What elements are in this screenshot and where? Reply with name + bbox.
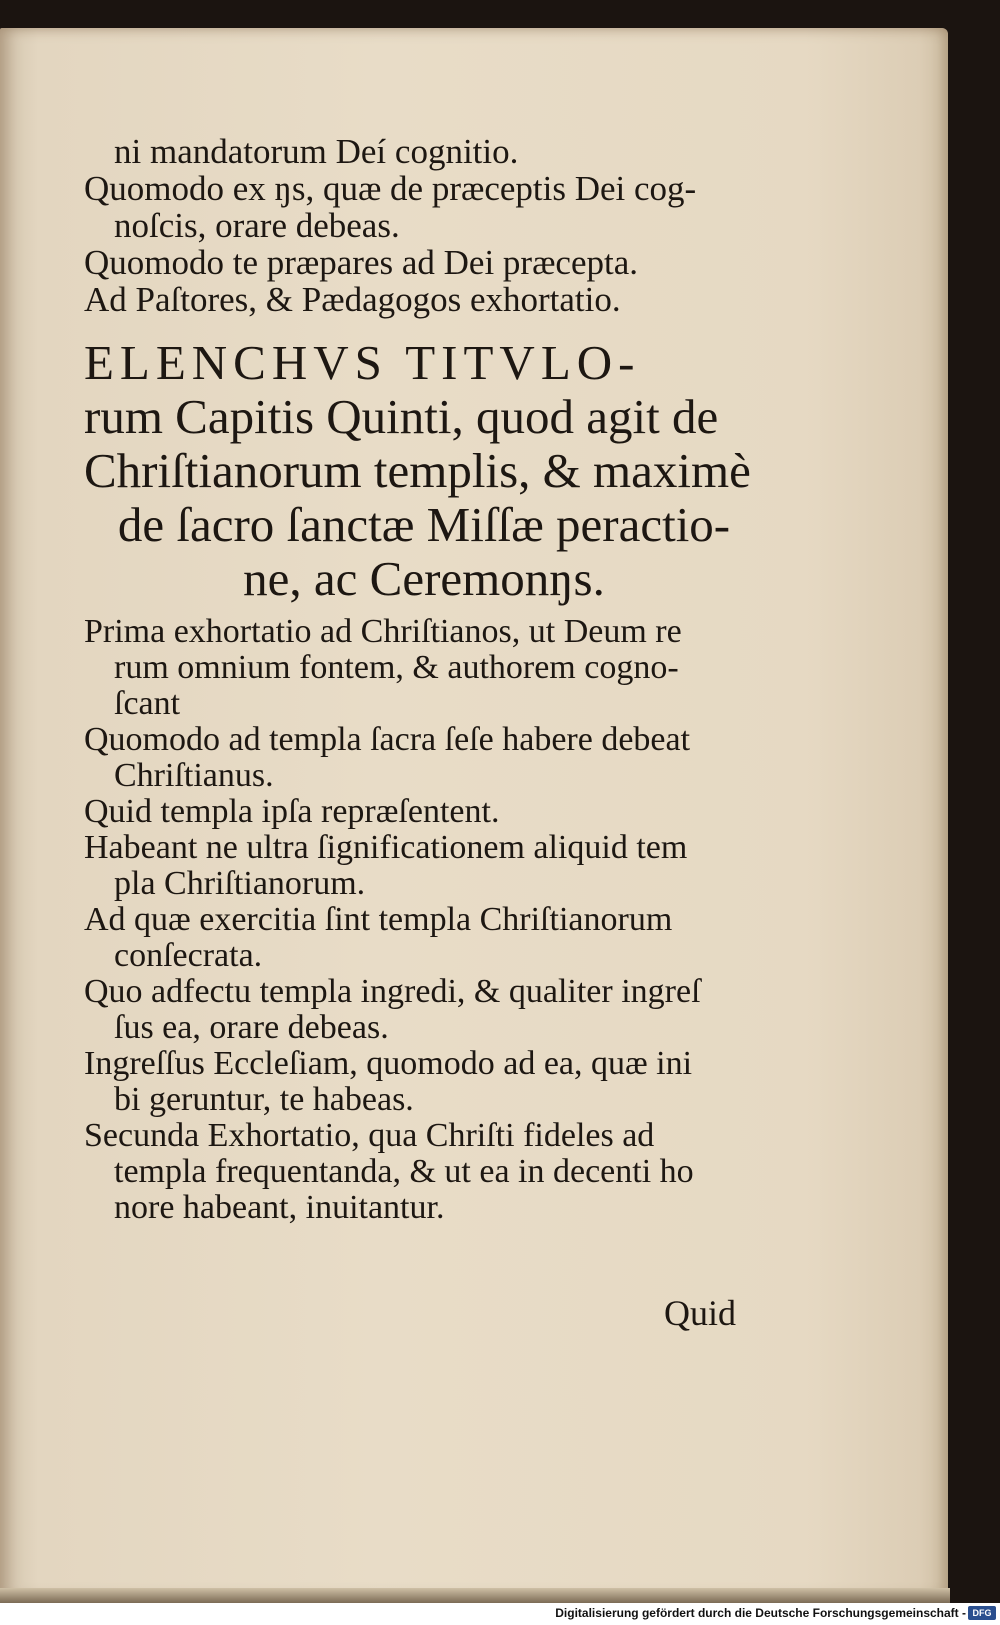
entry-list: [84, 614, 764, 1226]
heading-line: ne, ac Ceremonŋs.: [243, 551, 605, 606]
list-item: [84, 794, 764, 830]
top-list: [84, 133, 764, 318]
list-item: [84, 1046, 764, 1118]
entry-line: templa frequentanda, & ut ea in decenti ho: [114, 1153, 694, 1190]
funding-credit: Digitalisierung gefördert durch die Deutsche Forschungsgemeinschaft -: [555, 1606, 966, 1620]
catchword: Quid: [664, 1293, 736, 1333]
entry-line: ſus ea, orare debeas.: [114, 1009, 389, 1046]
entry-line: conſecrata.: [114, 937, 263, 974]
text-line: noſcis, orare debeas.: [114, 206, 400, 245]
list-item: [84, 722, 764, 794]
entry-line: Quid templa ipſa repræſentent.: [84, 793, 500, 830]
entry-line: Ad quæ exercitia ſint templa Chriſtianorum: [84, 901, 673, 938]
heading-line: de ſacro ſanctæ Miſſæ peractio-: [117, 497, 731, 552]
digitization-footer: [0, 1603, 1000, 1625]
text-line: Quomodo ex ŋs, quæ de præceptis Dei cog-: [84, 169, 697, 208]
list-item: [84, 1118, 764, 1226]
dfg-logo-icon: DFG: [968, 1606, 996, 1620]
list-item: [84, 902, 764, 974]
heading-line: rum Capitis Quinti, quod agit de: [84, 389, 719, 444]
entry-line: ſcant: [114, 685, 181, 722]
entry-line: Quo adfectu templa ingredi, & qualiter ingreſ: [84, 973, 701, 1010]
entry-line: Quomodo ad templa ſacra ſeſe habere debeat: [84, 721, 691, 758]
heading-line: Chriſtianorum templis, & maximè: [84, 443, 751, 498]
text-line: ni mandatorum Deí cognitio.: [114, 132, 519, 171]
entry-line: rum omnium fontem, & authorem cogno-: [114, 649, 679, 686]
text-line: Ad Paſtores, & Pædagogos exhortatio.: [84, 280, 621, 319]
book-page: [0, 28, 948, 1598]
page-text: [84, 133, 764, 1226]
entry-line: pla Chriſtianorum.: [114, 865, 366, 902]
entry-line: nore habeant, inuitantur.: [114, 1189, 445, 1226]
list-item: [84, 830, 764, 902]
entry-line: Secunda Exhortatio, qua Chriſti fideles ad: [84, 1117, 655, 1154]
entry-line: Habeant ne ultra ſignificationem aliquid tem: [84, 829, 688, 866]
entry-line: Chriſtianus.: [114, 757, 274, 794]
list-item: [84, 974, 764, 1046]
heading-line: ELENCHVS TITVLO-: [84, 335, 641, 390]
entry-line: Prima exhortatio ad Chriſtianos, ut Deum re: [84, 613, 682, 650]
entry-line: Ingreſſus Eccleſiam, quomodo ad ea, quæ ini: [84, 1045, 693, 1082]
list-item: [84, 614, 764, 722]
text-line: Quomodo te præpares ad Dei præcepta.: [84, 243, 639, 282]
chapter-heading: [84, 336, 764, 606]
entry-line: bi geruntur, te habeas.: [114, 1081, 414, 1118]
